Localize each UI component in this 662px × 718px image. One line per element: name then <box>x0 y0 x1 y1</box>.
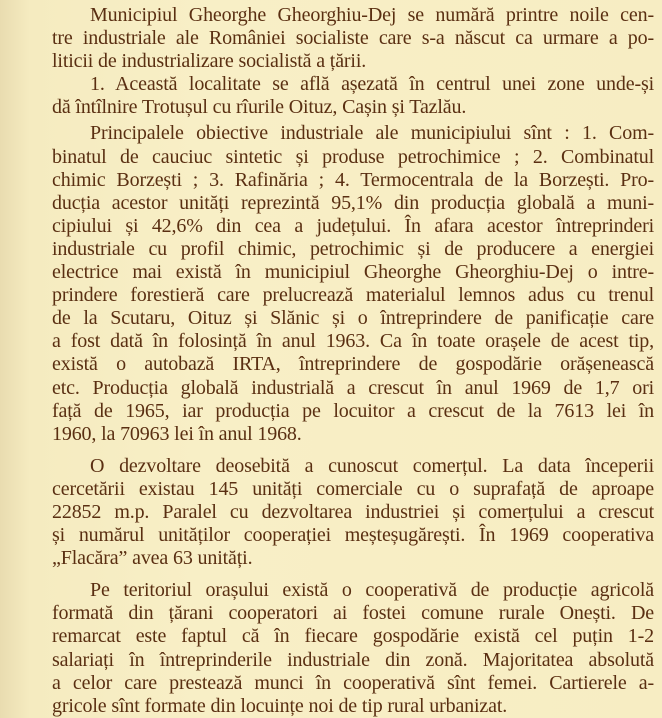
text-line: liticii de industrializare socialistă a țării. <box>52 50 367 73</box>
text-line: 1. Această localitate se află așezată în centrul unei zone unde-și <box>90 73 654 96</box>
text-line: față de 1965, iar producția pe locuitor a crescut de la 7613 lei în <box>52 399 654 422</box>
paragraph-industry <box>14 122 654 445</box>
text-line: chimic Borzești ; 3. Rafinăria ; 4. Termocentrala de la Borzești. Pro- <box>52 168 654 191</box>
text-line: Principalele obiective industriale ale municipiului sînt : 1. Com- <box>90 122 654 145</box>
text-line: formată din țărani cooperatori ai fostei comune rurale Onești. De <box>52 602 654 625</box>
paragraph-agriculture <box>14 579 654 718</box>
text-line: ducția acestor unități reprezintă 95,1% din producția globală a muni- <box>52 191 654 214</box>
text-line: salariați în întreprinderile industriale din zonă. Majoritatea absolută <box>52 648 654 671</box>
paragraph-gap <box>14 446 654 455</box>
text-line: există o autobază IRTA, întreprindere de gospodărie orășenească <box>52 353 654 376</box>
text-line: prindere forestieră care prelucrează materialul lemnos adus cu trenul <box>52 284 654 307</box>
text-line: O dezvoltare deosebită a cunoscut comerțul. La data începerii <box>90 454 654 477</box>
text-line: tre industriale ale României socialiste care s-a născut ca urmare a po- <box>52 27 654 50</box>
paragraph-location <box>14 73 654 119</box>
text-line: „Flacăra” avea 63 unități. <box>52 547 253 570</box>
text-line: Pe teritoriul orașului există o cooperativă de producție agricolă <box>90 579 654 602</box>
paragraph-commerce <box>14 455 654 570</box>
text-line: binatul de cauciuc sintetic și produse petrochimice ; 2. Combinatul <box>52 145 654 168</box>
text-line: industriale cu profil chimic, petrochimic și de producere a energiei <box>52 237 654 260</box>
text-line: a celor care prestează munci în cooperativă sînt femei. Cartierele a- <box>52 671 654 694</box>
text-line: cipiului și 42,6% din cea a județului. În afara acestor întreprinderi <box>52 214 654 237</box>
text-line: etc. Producția globală industrială a crescut în anul 1969 de 1,7 ori <box>52 376 654 399</box>
text-line: 1960, la 70963 lei în anul 1968. <box>52 422 302 445</box>
text-line: Municipiul Gheorghe Gheorghiu-Dej se numără printre noile cen- <box>90 4 654 26</box>
text-line: remarcat este faptul că în fiecare gospodărie există cel puțin 1-2 <box>52 625 654 648</box>
text-line: gricole sînt formate din locuințe noi de tip rural urbanizat. <box>52 694 508 717</box>
text-line: dă întîlnire Trotușul cu rîurile Oituz, Cașin și Tazlău. <box>52 96 467 119</box>
text-line: cercetării existau 145 unități comerciale cu o suprafață de aproape <box>52 477 654 500</box>
text-line: 22852 m.p. Paralel cu dezvoltarea industriei și comerțului a crescut <box>52 500 654 523</box>
text-line: de la Scutaru, Oituz și Slănic și o întreprindere de panificație care <box>52 307 654 330</box>
body-text <box>14 4 654 718</box>
text-line: a fost dată în folosință în anul 1963. Ca în toate orașele de acest tip, <box>52 330 654 353</box>
text-line: și numărul unităților cooperației meșteșugărești. În 1969 cooperativa <box>52 524 654 547</box>
text-line: electrice mai există în municipiul Gheorghe Gheorghiu-Dej o intre- <box>52 261 654 284</box>
paragraph-gap <box>14 570 654 579</box>
paragraph-intro <box>14 4 654 73</box>
